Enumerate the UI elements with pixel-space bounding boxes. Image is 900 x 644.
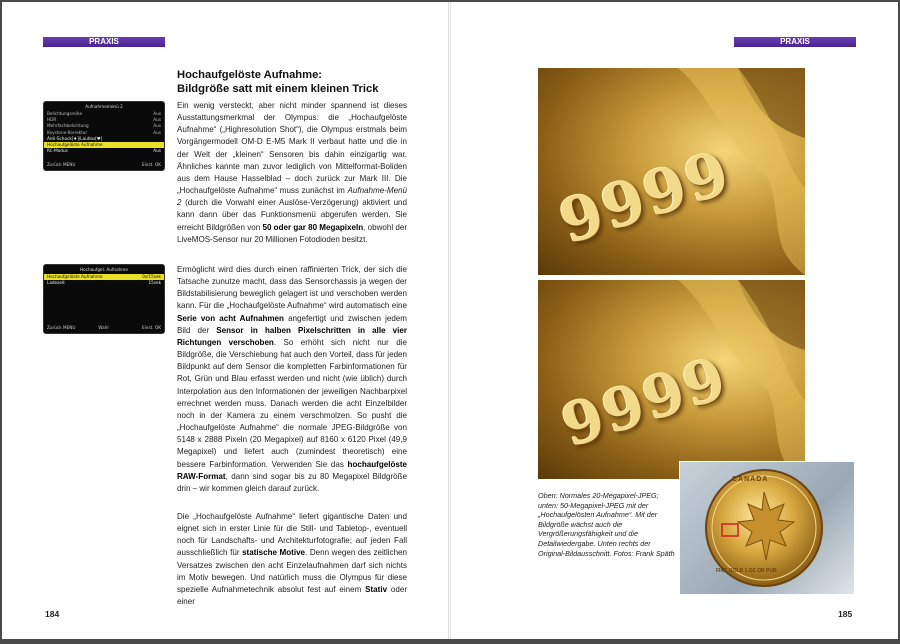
heading-line-1: Hochaufgelöste Aufnahme: [177,69,323,81]
text-run: angefertigt und zwischen jedem Bild der [177,313,407,335]
menu-row-value: Aus [153,117,161,123]
article-heading [177,68,417,96]
menu-row-label: RC-Modus [47,148,68,154]
bold-text-run: Sensor in halben Pixelschritten in alle vier Richtungen verschoben [177,325,407,347]
menu-back-label: Zurück MENU [47,325,76,330]
text-run: Die „Hochaufgelöste Aufnahme“ liefert gigantische Daten und eignet sich in erster Linie für die Still- und Tabletop-, eventuell noch für Landschafts- und Architekturfotografie; auf jeden Fall ausschließlich für [177,512,407,558]
body-paragraph-1 [177,100,407,246]
menu-back-label: Zurück MENU [47,162,76,167]
menu-row-label: HDR [47,117,57,123]
coin-digits-top: 9999 [551,137,740,259]
menu-row-label: Hochaufgelöste Aufnahme [47,274,103,279]
bold-text-run: Stativ [365,584,388,594]
maple-leaf-edge-bottom [538,280,805,479]
section-tab-left: PRAXIS [43,37,165,47]
body-paragraph-3 [177,511,407,608]
photo-normal-jpeg [538,68,805,275]
menu-row-label: Ladezeit [47,280,65,286]
italic-text-run: Aufnahme-Menü 2 [177,186,407,208]
menu-title: Hochaufgel. Aufnahme [80,267,128,272]
menu-row-label: Belichtungsreihe [47,111,83,116]
text-run: (durch die Vorwahl einer Auslöse-Verzögerung) aktiviert und kann dann über das Funktionsmenü abgerufen werden. Sie erreicht Bildgrößen von [177,198,407,232]
menu-row-value: Aus [153,111,161,116]
photo-original-coin [679,461,855,595]
text-run: . So erhöht sich nicht nur die Bildgröße, die Verschiebung hat auch den Vorteil, dass für jeden Bildpunkt auf dem Sensor die kompletten Farbinformationen für Rot, Grün und Blau erfasst werden und nicht (wie üblich) durch Interpolation aus den Informationen der jeweiligen Nachbarpixel errechnet werden muss. Danach werden die acht Einzelbilder noch in der Kamera zu einem verschmolzen. So pusht die „Hochaufgelöste Aufnahme“ die normale JPEG-Bildgröße von 5148 x 2888 Pixeln (20 Megapixel) auf 8160 x 6120 Pixel (49,9 Megapixel) und liefert auch (zumindest theoretisch) eine bessere Farbinformation. Verwenden Sie das [177,337,407,469]
menu-select-label: Wahl [98,325,109,330]
photo-highres-jpeg [538,280,805,479]
bold-text-run: Serie von acht Aufnahmen [177,313,284,323]
camera-menu-screenshot-2 [43,264,165,334]
photo-caption: Oben: Normales 20-Megapixel-JPEG; unten: 50-Megapixel-JPEG mit der „Hochaufgelösten Aufnahme“. Mit der Bildgröße wächst auch die Vergrößerungsfähigkeit und die Detailwiedergabe. Unten rechts der Original-Bildausschnitt. Fotos: Frank Späth [538,491,675,558]
text-run: , dann sind sogar bis zu 80 Megapixel Bildgröße drin – wir kommen gleich darauf zurück. [177,471,407,493]
menu-rows [44,274,164,286]
camera-menu-screenshot-1 [43,101,165,171]
menu-row-label: Mehrfachbelichtung [47,123,89,129]
body-paragraph-2 [177,264,407,495]
coin-text-top: CANADA [732,476,769,483]
menu-row-value: Aus [153,148,161,154]
menu-footer [47,325,161,331]
menu-row-value: 15sek [148,280,161,286]
text-run: Ein wenig versteckt, aber nicht minder spannend ist dieses Ausstattungsmerkmal der Olympus: die „Hochaufgelöste Aufnahme“ („Highresolution Shot“), die Olympus erstmals beim Vorgängermodell OM-D E-M5 Mark II verbaut hatte und die in der Welt der „kleinen“ Sensoren bis dahin einzigartig war. Ähnliches kannte man zuvor lediglich von Mittelformat-Boliden aus dem Hause Hasselblad – doch zurück zur Mark III. Die „Hochaufgelöste Aufnahme“ muss zunächst im [177,101,407,196]
page-number-right: 185 [838,609,853,619]
text-run: oder einer [177,584,407,607]
menu-footer [47,162,161,168]
menu-row-label: Keystone-Korrektur [47,129,88,135]
menu-row [44,280,164,286]
menu-set-label: Einst. OK [142,162,161,167]
bold-text-run: hochaufgelöste RAW-Format [177,459,407,481]
section-tab-right: PRAXIS [734,37,856,47]
menu-row [44,148,164,154]
text-run: Ermöglicht wird dies durch einen raffinierten Trick, der sich die Tatsache zunutze macht, dass das Sensorchassis ja wegen der Bildstabilisierung beweglich gelagert ist und verschoben werden kann. Für die „Hochaufgelöste Aufnahme“ wird automatisch eine [177,265,407,311]
menu-row-label: Anti-Schock[♦]/Lautlos[♥] [47,135,103,141]
coin-text-bottom: FINE GOLD 1 OZ OR PUR [716,568,777,574]
bold-text-run: statische Motive [242,548,306,558]
menu-rows [44,111,164,154]
menu-row-label: Hochaufgelöste Aufnahme [47,141,103,147]
coin-digits-bottom: 9999 [553,343,736,461]
maple-leaf-edge-top [538,68,805,275]
menu-row-value: Aus [153,123,161,129]
bold-text-run: 50 oder gar 80 Megapixeln [262,222,364,232]
menu-row-value: Aus [153,129,161,135]
text-run: , obwohl der LiveMOS-Sensor nur 20 Millionen Fotodioden besitzt. [177,222,407,244]
text-run: . Denn wegen des zeitlichen Versatzes zwischen den acht Einzelaufnahmen darf sich nichts im Motiv bewegen. Und natürlich muss die Olympus für diese spezielle Aufnahmetechnik absolut fest auf einem [177,548,408,594]
page-number-left: 184 [45,609,60,619]
menu-set-label: Einst. OK [142,325,161,330]
menu-title: Aufnahmemenü 2 [85,104,123,109]
heading-line-2: Bildgröße satt mit einem kleinen Trick [177,83,379,95]
menu-row-value: 0s/15sek [142,274,161,279]
